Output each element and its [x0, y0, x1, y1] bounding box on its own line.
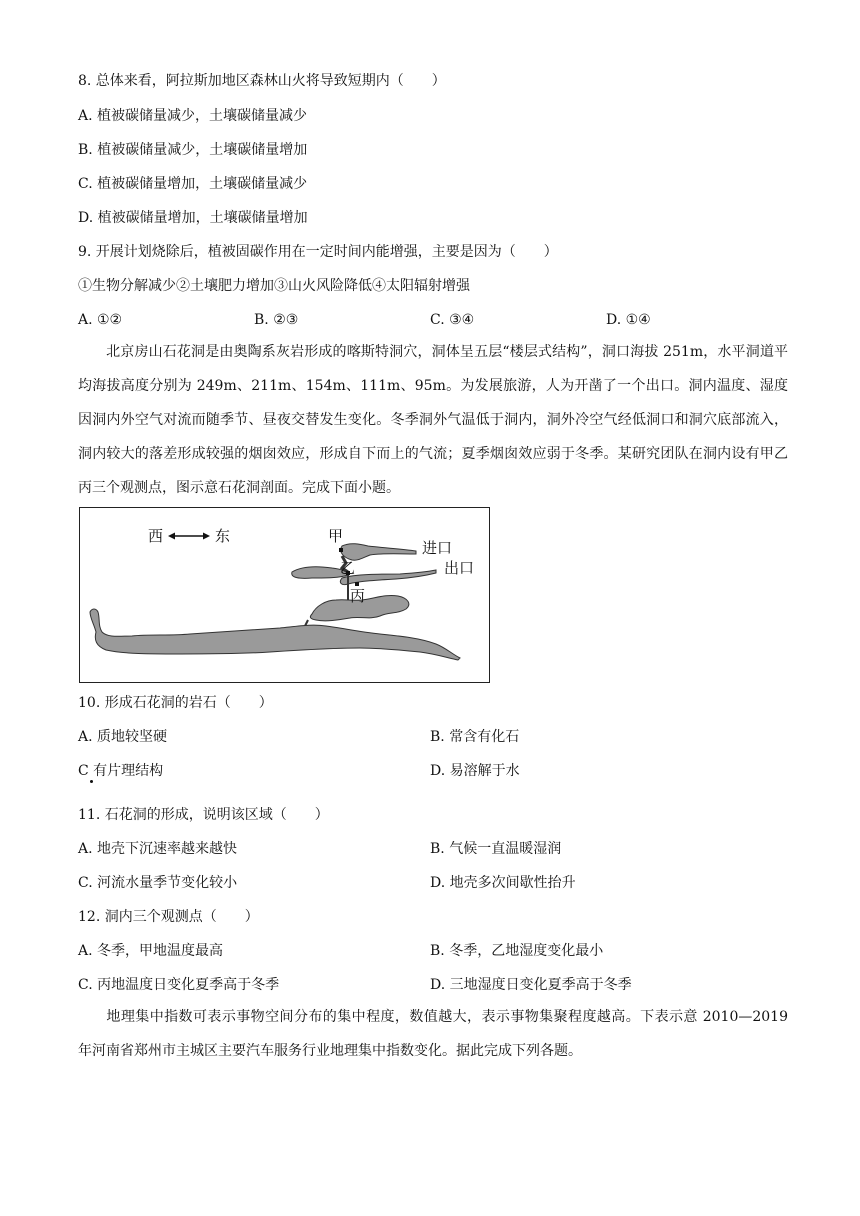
- passage-concentration-index: [78, 1000, 788, 1068]
- q8-option-a: A. 植被碳储量减少，土壤碳储量减少: [78, 108, 308, 124]
- q11-stem: 11. 石花洞的形成，说明该区域（ ）: [78, 807, 329, 823]
- q9-option-d: D. ①④: [606, 312, 651, 328]
- q12-option-b: B. 冬季，乙地湿度变化最小: [430, 943, 604, 959]
- q9-stem: 9. 开展计划烧除后，植被固碳作用在一定时间内能增强，主要是因为（ ）: [78, 244, 558, 260]
- q8-option-d: D. 植被碳储量增加，土壤碳储量增加: [78, 210, 308, 226]
- q9-option-a: A. ①②: [78, 312, 123, 328]
- label-bing: 丙: [350, 587, 366, 605]
- q9-option-c: C. ③④: [430, 312, 475, 328]
- passage-shihua-cave: [78, 335, 788, 505]
- q9-items: ①生物分解减少②土壤肥力增加③山火风险降低④太阳辐射增强: [78, 278, 470, 294]
- option-c-dot: [90, 780, 93, 783]
- q10-option-d: D. 易溶解于水: [430, 763, 520, 779]
- cave-profile-figure: [79, 507, 490, 683]
- q11-option-a: A. 地壳下沉速率越来越快: [78, 841, 238, 857]
- cave-bottom-level: [90, 609, 460, 660]
- passage-shihua-text: 北京房山石花洞是由奥陶系灰岩形成的喀斯特洞穴，洞体呈五层“楼层式结构”，洞口海拔 251m，水平洞道平均海拔高度分别为 249m、211m、154m、111m、95m。为发展旅游，人为开凿了一个出口。洞内温度、湿度因洞内外空气对流而随季节、昼夜交替发生变化。冬季洞外气温低于洞内，洞外冷空气经低洞口和洞穴底部流入，洞内较大的落差形成较强的烟囱效应，形成自下而上的气流；夏季烟囱效应弱于冬季。某研究团队在洞内设有甲乙丙三个观测点，图示意石花洞剖面。完成下面小题。: [78, 344, 788, 496]
- q11-option-c: C. 河流水量季节变化较小: [78, 875, 238, 891]
- point-bing-marker: [355, 582, 359, 586]
- label-yi: 乙: [340, 559, 356, 577]
- label-entrance: 进口: [422, 539, 453, 557]
- label-jia: 甲: [328, 527, 344, 545]
- label-east: 东: [215, 527, 231, 545]
- q10-option-c: C 有片理结构: [78, 763, 164, 779]
- q8-option-b: B. 植被碳储量减少，土壤碳储量增加: [78, 142, 308, 158]
- passage-concentration-text: 地理集中指数可表示事物空间分布的集中程度，数值越大，表示事物集聚程度越高。下表示意 2010—2019 年河南省郑州市主城区主要汽车服务行业地理集中指数变化。据此完成下列各题。: [78, 1009, 788, 1059]
- q9-option-b: B. ②③: [254, 312, 299, 328]
- label-exit: 出口: [444, 559, 475, 577]
- q11-option-d: D. 地壳多次间歇性抬升: [430, 875, 576, 891]
- q10-option-a: A. 质地较坚硬: [78, 729, 168, 745]
- q10-option-b: B. 常含有化石: [430, 729, 520, 745]
- q10-stem: 10. 形成石花洞的岩石（ ）: [78, 695, 273, 711]
- q12-stem: 12. 洞内三个观测点（ ）: [78, 909, 259, 925]
- q11-option-b: B. 气候一直温暖湿润: [430, 841, 562, 857]
- point-jia-marker: [339, 548, 343, 552]
- q12-option-a: A. 冬季，甲地温度最高: [78, 943, 224, 959]
- west-east-arrow: [168, 533, 210, 540]
- label-west: 西: [148, 527, 164, 545]
- q8-option-c: C. 植被碳储量增加，土壤碳储量减少: [78, 176, 308, 192]
- cave-profile-drawing: [80, 508, 491, 684]
- cave-upper-level: [341, 544, 416, 561]
- q12-option-c: C. 丙地温度日变化夏季高于冬季: [78, 977, 280, 993]
- q12-option-d: D. 三地湿度日变化夏季高于冬季: [430, 977, 632, 993]
- q8-stem: 8. 总体来看，阿拉斯加地区森林山火将导致短期内（ ）: [78, 73, 446, 89]
